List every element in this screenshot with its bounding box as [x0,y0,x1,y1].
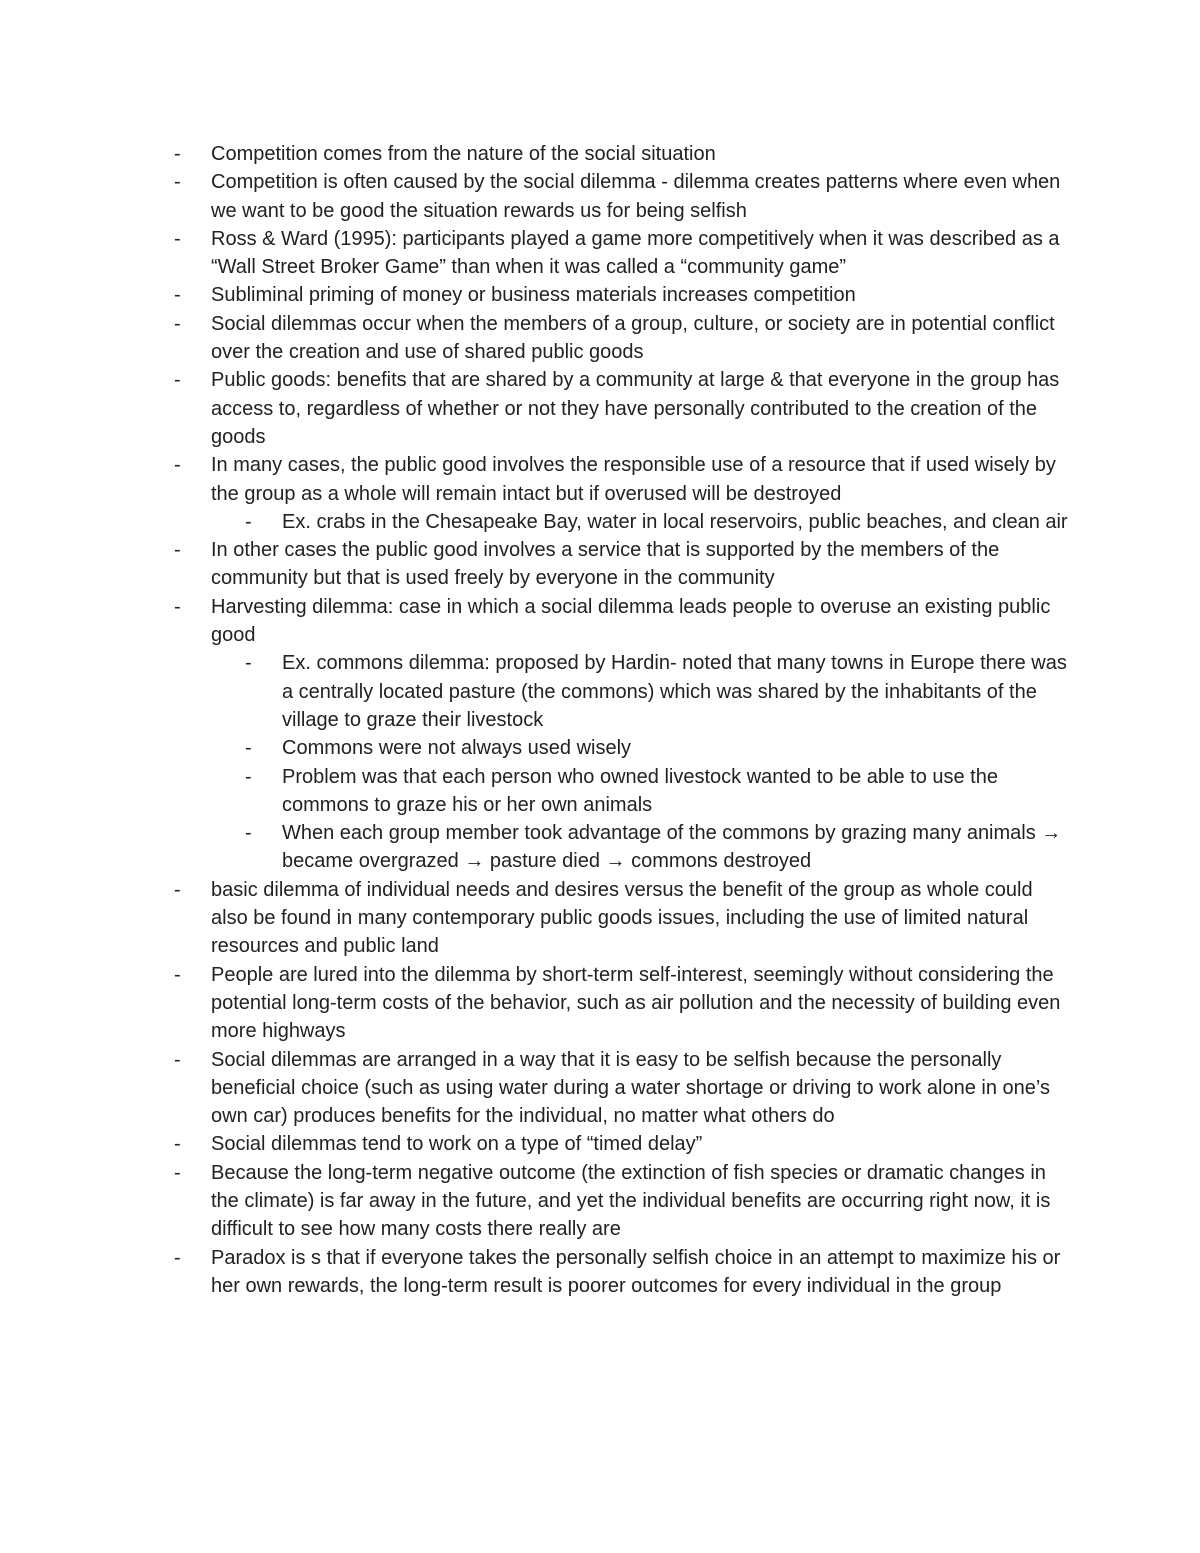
bullet-dash-icon: - [174,878,181,901]
list-item [172,1130,1072,1158]
bullet-dash-icon: - [174,1246,181,1269]
bullet-dash-icon: - [174,963,181,986]
list-item [172,536,1072,593]
list-item [172,366,1072,451]
list-item [172,1244,1072,1301]
bullet-dash-icon: - [174,1048,181,1071]
list-item [172,281,1072,309]
list-item-text: Ex. commons dilemma: proposed by Hardin- noted that many towns in Europe there was a centrally located pasture (the commons) which was shared by the inhabitants of the village to graze their livestock [282,652,1067,731]
bullet-dash-icon: - [174,369,181,392]
list-item-text: Competition is often caused by the social dilemma - dilemma creates patterns where even when we want to be good the situation rewards us for being selfish [211,171,1061,222]
bullet-dash-icon: - [174,1161,181,1184]
list-item-text: basic dilemma of individual needs and desires versus the benefit of the group as whole could also be found in many contemporary public goods issues, including the use of limited natural resources and public land [211,878,1033,958]
bullet-dash-icon: - [174,539,181,562]
list-item-text: When each group member took advantage of the commons by grazing many animals → became overgrazed → pasture died → commons destroyed [282,822,1062,873]
bullet-dash-icon: - [245,737,252,760]
bullet-dash-icon: - [174,284,181,307]
sub-list-item [172,508,1072,536]
bullet-dash-icon: - [174,312,181,335]
sub-list-item [172,649,1072,734]
list-item [172,1159,1072,1244]
bullet-dash-icon: - [174,227,181,250]
bullet-dash-icon: - [174,595,181,618]
bullet-list [172,140,1072,1300]
list-item [172,168,1072,225]
list-item [172,140,1072,168]
list-item-text: Competition comes from the nature of the social situation [211,143,716,165]
list-item-text: Social dilemmas tend to work on a type of “timed delay” [211,1133,703,1156]
list-item-text: Problem was that each person who owned livestock wanted to be able to use the commons to graze his or her own animals [282,765,998,816]
bullet-dash-icon: - [174,1133,181,1156]
bullet-dash-icon: - [174,143,181,165]
list-item-text: Ex. crabs in the Chesapeake Bay, water in local reservoirs, public beaches, and clean air [282,510,1068,533]
list-item-text: In other cases the public good involves a service that is supported by the members of the community but that is used freely by everyone in the community [211,539,1000,590]
list-item-text: In many cases, the public good involves the responsible use of a resource that if used wisely by the group as a whole will remain intact but if overused will be destroyed [211,454,1056,505]
list-item [172,225,1072,282]
bullet-dash-icon: - [245,652,252,675]
list-item-text: Harvesting dilemma: case in which a social dilemma leads people to overuse an existing public good [211,595,1051,647]
bullet-dash-icon: - [245,822,252,845]
bullet-dash-icon: - [174,454,181,477]
list-item-text: Because the long-term negative outcome (the extinction of fish species or dramatic changes in the climate) is far away in the future, and yet the individual benefits are occurring right now, it is difficult to see how many costs there really are [211,1161,1051,1241]
list-item-text: Social dilemmas occur when the members of a group, culture, or society are in potential conflict over the creation and use of shared public goods [211,312,1055,364]
list-item-text: Public goods: benefits that are shared by a community at large & that everyone in the group has access to, regardless of whether or not they have personally contributed to the creation of the goods [211,369,1060,448]
list-item [172,451,1072,508]
sub-list-item [172,734,1072,762]
list-item [172,876,1072,961]
bullet-dash-icon: - [174,171,181,194]
list-item [172,961,1072,1046]
bullet-dash-icon: - [245,765,252,788]
sub-list-item [172,763,1072,820]
bullet-dash-icon: - [245,510,252,533]
list-item-text: Social dilemmas are arranged in a way that it is easy to be selfish because the personally beneficial choice (such as using water during a water shortage or driving to work alone in one’s own car) produces benefits for the individual, no matter what others do [211,1048,1050,1128]
list-item-text: Paradox is s that if everyone takes the personally selfish choice in an attempt to maximize his or her own rewards, the long-term result is poorer outcomes for every individual in the group [211,1246,1061,1297]
list-item-text: Commons were not always used wisely [282,737,632,760]
list-item [172,593,1072,650]
list-item-text: Subliminal priming of money or business materials increases competition [211,284,856,307]
list-item-text: Ross & Ward (1995): participants played a game more competitively when it was described as a “Wall Street Broker Game” than when it was called a “community game” [211,227,1060,279]
list-item-text: People are lured into the dilemma by short-term self-interest, seemingly without considering the potential long-term costs of the behavior, such as air pollution and the necessity of building even more highways [211,963,1061,1043]
list-item [172,310,1072,367]
sub-list-item [172,819,1072,876]
list-item [172,1046,1072,1131]
